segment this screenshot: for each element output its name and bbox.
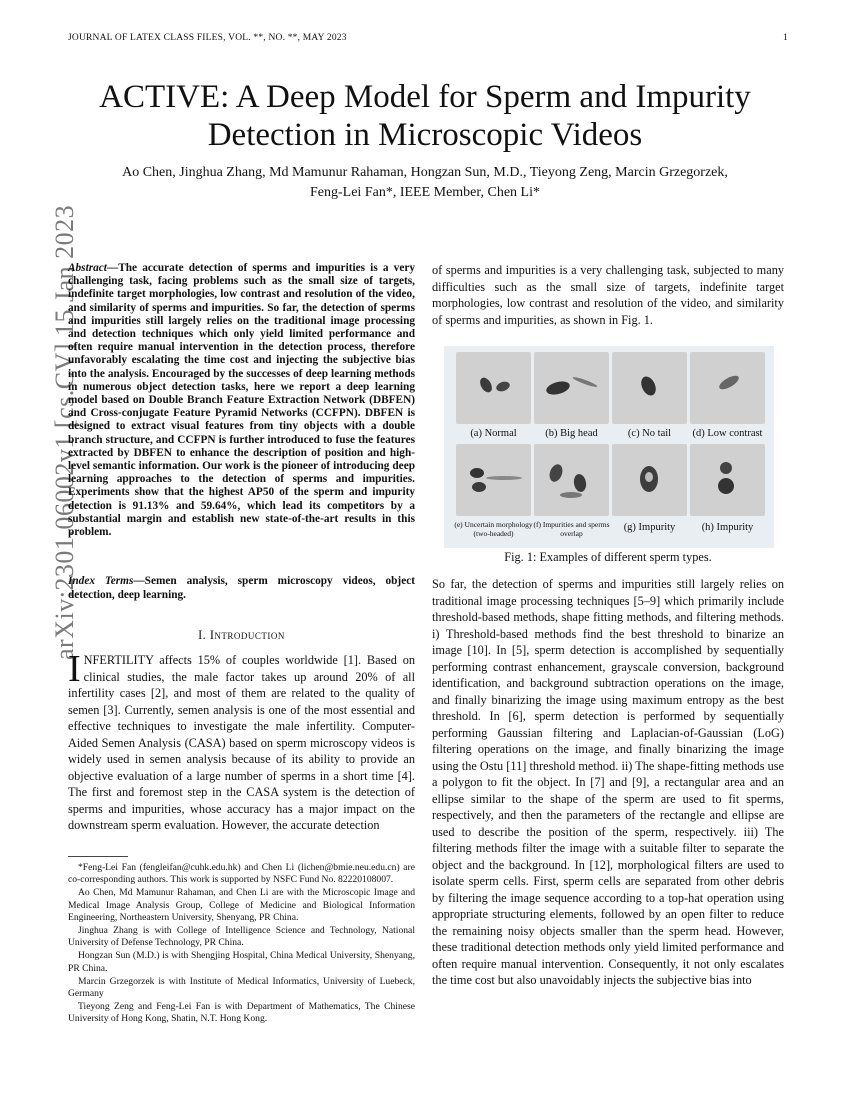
figure-panel-label: (d) Low contrast [692,428,763,439]
figure-panel-big-head [534,352,609,424]
figure-panel-impurity-overlap [534,444,609,516]
authors-line-1: Ao Chen, Jinghua Zhang, Md Mamunur Rahaman, Hongzan Sun, M.D., Tieyong Zeng, Marcin Grzegorzek, [122,165,728,180]
abstract-text: —The accurate detection of sperms and impurities is a very challenging task, facing problems such as the small size of targets, indefinite target morphologies, low contrast and resolution of the video, and similarity of sperms and impurities. So far, the detection of sperms and impurities still largely relies on the traditional image processing and detection techniques which only yield limited performance and often require manual intervention in the detection process, therefore unfavorably escalating the time cost and injecting the subjective bias into the analysis. Encouraged by the successes of deep learning methods in numerous object detection tasks, here we report a deep learning model based on Double Branch Feature Extraction Network (DBFEN) and Cross-conjugate Feature Pyramid Networks (CCFPN). DBFEN is designed to extract visual features from tiny objects with a double branch structure, and CCFPN is further introduced to fuse the features extracted by DBFEN to enhance the description of position and high-level semantic information. Our work is the pioneer of introducing deep learning approaches to the detection of sperms and impurities. Experiments show that the highest AP50 of the sperm and impurity detection is 91.13% and 59.64%, which lead its competitors by a substantial margin and establish new state-of-the-art results in this problem. [68,262,415,539]
drop-cap: I [68,648,81,690]
figure-panel-uncertain-morphology [456,444,531,516]
abstract [68,262,415,539]
footnote: Ao Chen, Md Mamunur Rahaman, and Chen Li are with the Microscopic Image and Medical Image Analysis Group, College of Medicine and Biological Information Engineering, Northeastern University, Shenyang, PR China. [68,887,415,923]
introduction-paragraph [68,648,415,834]
footnote: Hongzan Sun (M.D.) is with Shengjing Hospital, China Medical University, Shenyang, PR China. [68,950,415,974]
introduction-text: NFERTILITY affects 15% of couples worldwide [1]. Based on clinical studies, the male factor takes up around 20% of all infertility cases [2], and most of them are related to the quality of semen [3]. Currently, semen analysis is one of the most essential and effective techniques to investigate the male infertility. Computer-Aided Semen Analysis (CASA) based on sperm microscopy videos is widely used in semen analysis because of its ability to provide an objective evaluation of a large number of sperms in a short time [4]. The first and foremost step in the CASA system is the detection of sperms and impurities, whose accuracy has a major impact on the downstream sperm evaluation. However, the accurate detection [68,653,415,832]
right-column-intro-continuation: of sperms and impurities is a very challenging task, subjected to many difficulties such as the small size of targets, indefinite target morphologies, low contrast and resolution of the video, and similarity of sperms and impurities, as shown in Fig. 1. [432,263,784,327]
arxiv-identifier[interactable]: arXiv:2301.06002v1 [cs.CV] 15 Jan 2023 [50,204,79,660]
figure-panel-label: (e) Uncertain morphology (two-headed) [454,520,533,538]
footnote-rule [68,856,128,857]
footnote: Marcin Grzegorzek is with Institute of Medical Informatics, University of Luebeck, Germany [68,975,415,1000]
page-number: 1 [783,33,788,43]
figure-caption: Fig. 1: Examples of different sperm types. [504,550,712,564]
figure-panel-low-contrast [690,352,765,424]
figure-panel-no-tail [612,352,687,424]
figure-panel-normal [456,352,531,424]
footnote: Tieyong Zeng and Feng-Lei Fan is with Department of Mathematics, The Chinese University of Hong Kong, Shatin, N.T. Hong Kong. [68,1001,415,1025]
figure-panel-impurity-g [612,444,687,516]
section-numeral: I. [198,628,207,642]
figure-panel-label: (b) Big head [545,428,598,439]
figure-panel-label: (g) Impurity [623,522,676,533]
right-column-body: So far, the detection of sperms and impurities still largely relies on traditional image processing techniques [5–9] which primarily include threshold-based methods, shape fitting methods, and filtering methods. i) Threshold-based methods find the best threshold to binarize an image [10]. In [5], sperm detection is accomplished by sequentially performing contrast enhancement, grayscale conversion, background identification, and background subtraction operations on the image, and finally binarizing the image using maximum entropy as the best threshold. In [6], sperm detection is performed by sequentially performing Gaussian filtering and Laplacian-of-Gaussian (LoG) filtering operations on the image, and finally binarizing the image using the Ostu [11] threshold method. ii) The shape-fitting methods use a polygon to fit the object. In [7] and [9], a rectangular area and an ellipse similar to the shape of the sperm are used to fit sperms, respectively, and then the parameters of the rectangle and ellipse are used to describe the position of the sperm, respectively. iii) The filtering methods filter the image with a suitable filter to separate the object and the background. In [12], morphological filters are used to isolate sperm cells. First, sperm cells are separated from other debris by filtering the image sequence according to a top-hat operation using appropriate structuring elements, followed by an open filter to reduce the remaining noisy objects smaller than the sperm head. However, these traditional detection methods only yield limited performance and often require manual intervention. Consequently, it not only escalates the time cost but also unavoidably injects the subjective bias into [432,577,784,987]
footnote: Jinghua Zhang is with College of Intelligence Science and Technology, National University of Defense Technology, PR China. [68,925,415,949]
index-terms-text: —Semen analysis, sperm microscopy videos, object detection, deep learning. [68,575,415,601]
figure-panel-label: (f) Impurities and sperms overlap [533,520,610,538]
figure-panel-label: (h) Impurity [701,522,754,533]
running-head [68,33,788,43]
figure-panel-label: (a) Normal [470,428,517,439]
figure-panel-label: (c) No tail [627,428,672,439]
author-list [70,163,780,203]
journal-name: JOURNAL OF LATEX CLASS FILES, VOL. **, NO. **, MAY 2023 [68,33,347,43]
abstract-label: Abstract [68,262,107,274]
index-terms-label: Index Terms [68,575,134,587]
figure-panel-impurity-h [690,444,765,516]
footnote: *Feng-Lei Fan (fengleifan@cuhk.edu.hk) and Chen Li (lichen@bmie.neu.edu.cn) are co-corresponding authors. This work is supported by NSFC Fund No. 82220108007. [68,862,415,886]
section-heading [68,628,415,643]
figure-1 [444,346,774,548]
authors-line-2: Feng-Lei Fan*, IEEE Member, Chen Li* [310,185,540,200]
index-terms [68,574,415,602]
footnotes [68,856,415,1027]
section-title: Introduction [209,628,285,642]
paper-title: ACTIVE: A Deep Model for Sperm and Impurity Detection in Microscopic Videos [99,79,751,153]
